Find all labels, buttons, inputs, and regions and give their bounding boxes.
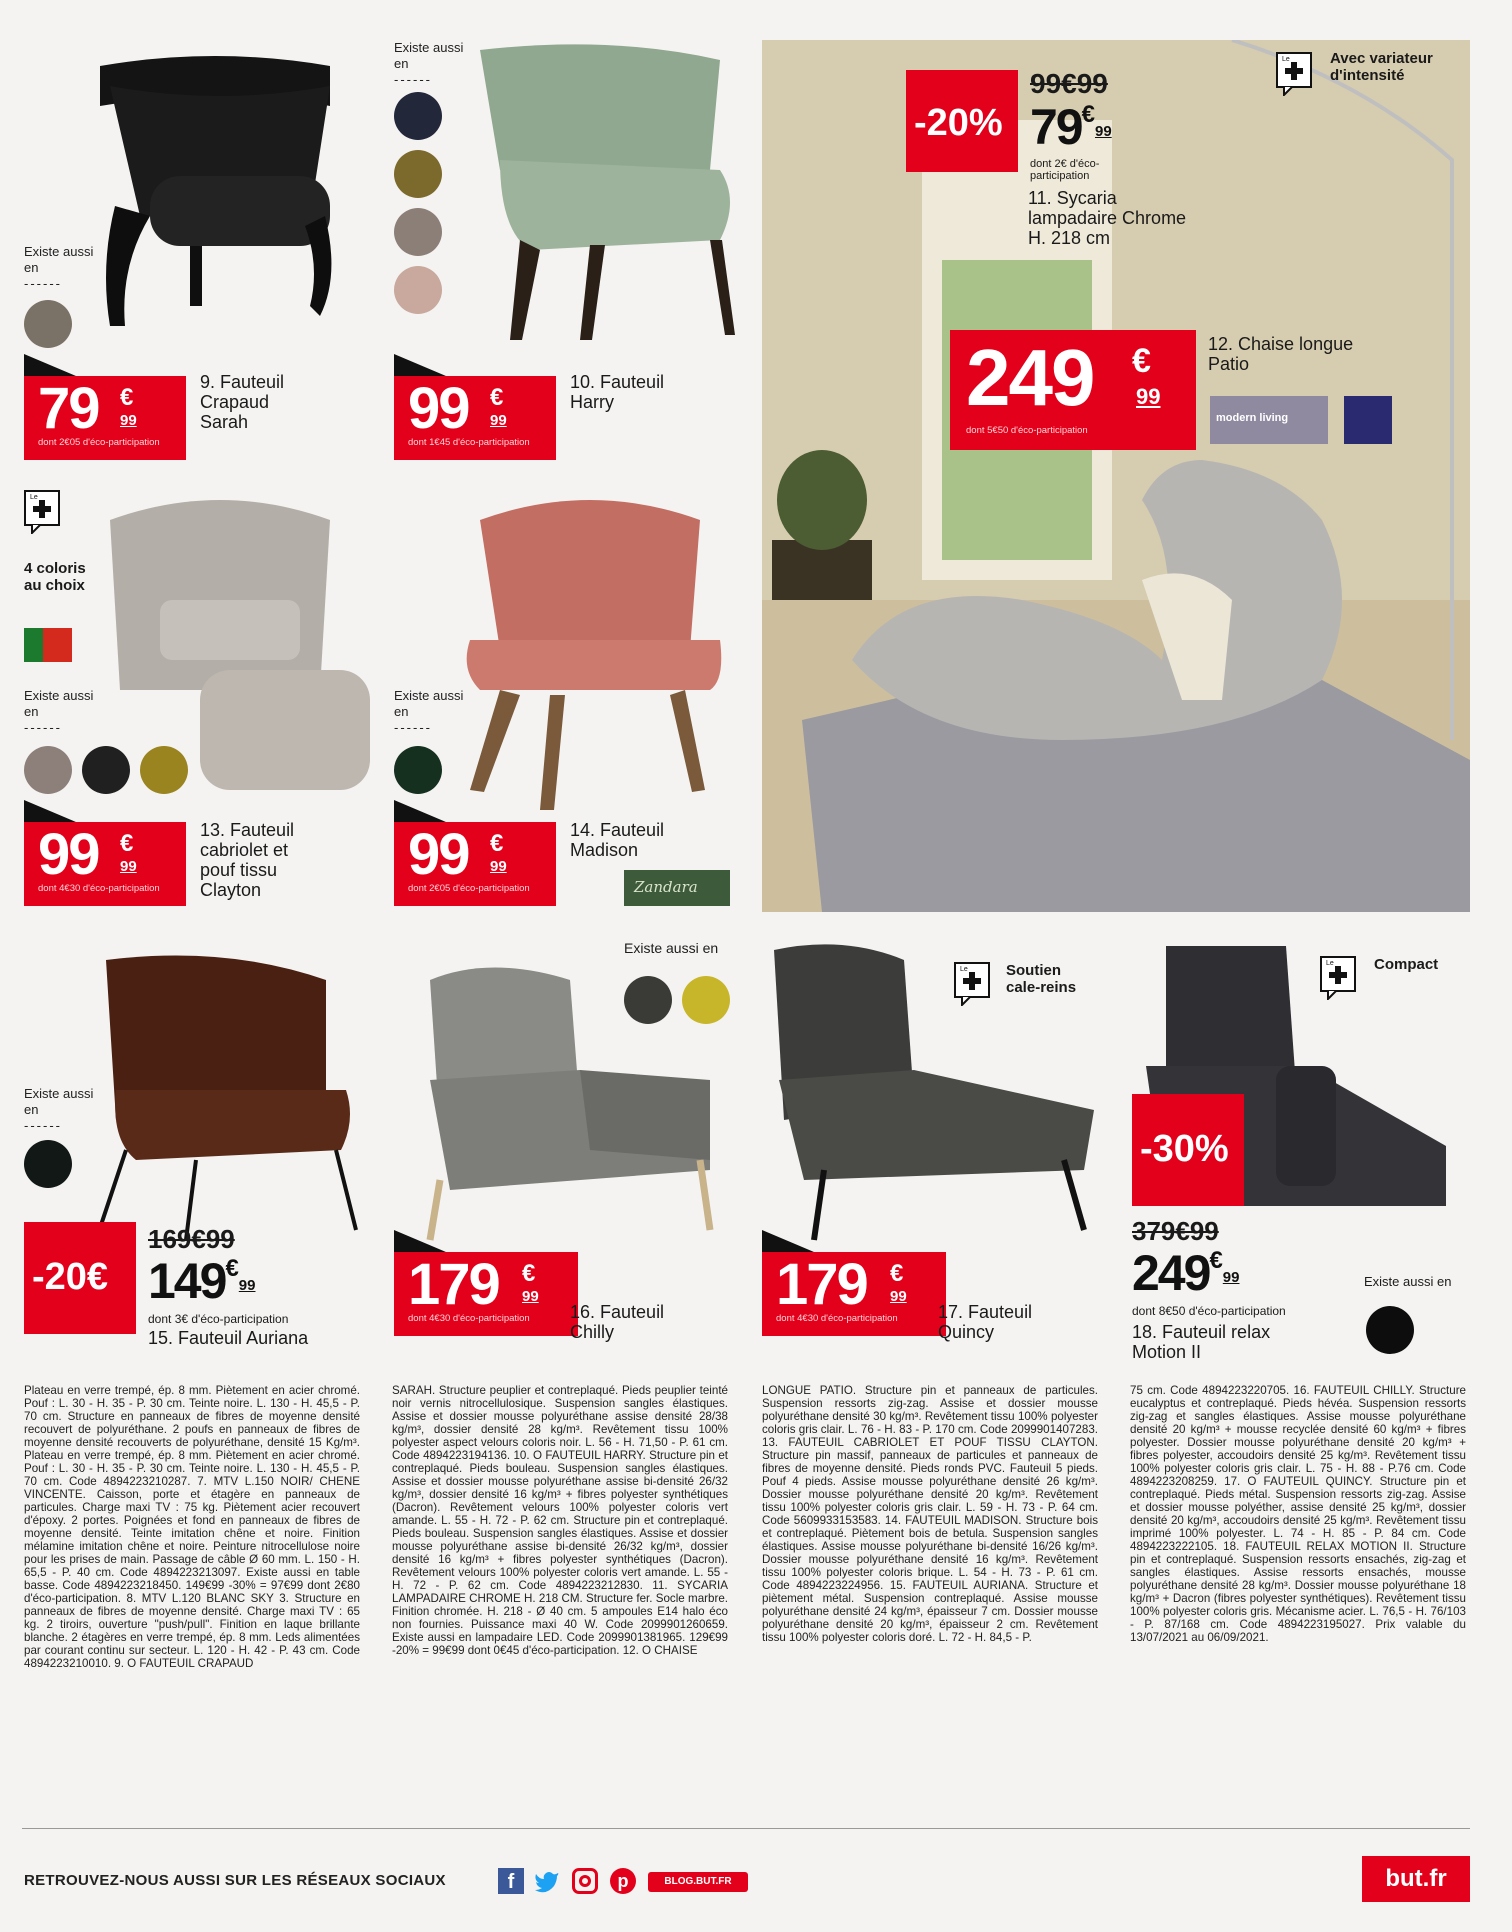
p13-exist-text: Existe aussi en xyxy=(24,688,94,719)
plus-feature-icon-quincy xyxy=(954,962,990,1006)
p15-price xyxy=(148,1252,255,1310)
p10-price-cents: 99 xyxy=(490,412,507,429)
p17-label-line2: Quincy xyxy=(938,1322,995,1342)
p18-discount-text: -30% xyxy=(1140,1128,1229,1170)
p16-exist-label: Existe aussi en xyxy=(624,940,719,956)
p13-label-line4: Clayton xyxy=(200,880,262,900)
body-text-column-4: 75 cm. Code 4894223220705. 16. FAUTEUIL CHILLY. Structure eucalyptus et contreplaqué. Pieds hévéa. Suspension ressorts zig-zag et sangles élastiques. Assise mousse polyuréthane densité 20 kg/m³ + mousse recyclée densité 60 kg/m³ + fibres polyester. Dossier mousse polyuréthane densité 20 kg/m³ + fibres polyester, accoudoirs densité 25 kg/m³. Revêtement tissu 100% polyester coloris gris clair. L. 75 - H. 88 - P.76 cm. Code 4894223208259. 17. O FAUTEUIL QUINCY. Structure pin et contreplaqué. Pieds métal. Suspension ressorts zig-zag. Assise et dossier mousse polyéther, assise densité 25 kg/m³, dossier densité 20 kg/m³, accoudoirs densité 25 kg/m³. Revêtement tissu imprimé 100% polyester. L. 74 - H. 85 - P. 84 cm. Code 4894223222105. 18. FAUTEUIL RELAX MOTION II. Structure pin et contreplaqué. Suspension ressorts ensachés, zig-zag et sangles élastiques. Assise ressorts ensachés, mousse polyuréthane densité 28 kg/m³. Dossier mousse polyuréthane 18 kg/m³ + Dacron (fibres polyester synthétiques). Revêtement tissu 100% polyester coloris gris. Mécanisme acier. L. 76,5 - H. 76/103 - P. 87/168 cm. Code 4894223195027. Prix valable du 13/07/2021 au 06/09/2021. xyxy=(1130,1384,1466,1644)
p11-old-price: 99€99 xyxy=(1030,68,1108,99)
p13-label-line3: pouf tissu xyxy=(200,860,278,880)
p11-price-eur: € xyxy=(1081,101,1095,128)
p17-price-int: 179 xyxy=(776,1252,867,1317)
twitter-icon[interactable] xyxy=(534,1868,560,1894)
body-text-column-3: LONGUE PATIO. Structure pin et panneaux de particules. Suspension ressorts zig-zag. Assise et dossier mousse polyuréthane densité 30 kg/m³. Revêtement tissu 100% polyester coloris gris clair. L. 76 - H. 83 - P. 170 cm. Code 2099901407283. 13. FAUTEUIL CABRIOLET ET POUF TISSU CLAYTON. Structure pin massif, panneaux de particules et panneaux de fibres de moyenne densité. Pieds ronds PVC. Fauteuil 5 pieds. Pouf 4 pieds. Assise mousse polyuréthane densité 26 kg/m³. Dossier mousse polyuréthane densité 20 kg/m³. Revêtement tissu 100% polyester coloris gris clair. L. 59 - H. 73 - P. 64 cm. Code 5609933153583. 14. FAUTEUIL MADISON. Structure bois et contreplaqué. Piètement bois de betula. Suspension sangles élastiques. Assise mousse polyuréthane bi-densité 16/26 kg/m³. Dossier mousse polyuréthane densité 16 kg/m³. Revêtement tissu 100% polyester coloris brique. L. 54 - H. 73 - P. 61 cm. Code 4894223224956. 15. FAUTEUIL AURIANA. Structure et piètement métal. Suspension contreplaqué. Assise mousse polyuréthane densité 24 kg/m³, épaisseur 7 cm. Dossier mousse polyuréthane densité 20 kg/m³, épaisseur 2 cm. Revêtement tissu 100% polyester coloris doré. L. 72 - H. 84,5 - P. xyxy=(762,1384,1098,1644)
p14-label-line1: 14. Fauteuil xyxy=(570,820,665,840)
p18-price-int: 249 xyxy=(1132,1245,1210,1301)
brand-logo-secondary xyxy=(1344,396,1392,444)
brand-logo-zandara: Zandara xyxy=(624,870,730,906)
p12-price-eur: € xyxy=(1132,342,1151,380)
p14-price-tag xyxy=(394,822,556,906)
p12-label-line1: 12. Chaise longue xyxy=(1208,334,1354,354)
p11-feature-text: Avec variateur d'intensité xyxy=(1330,50,1433,84)
p9-label-line1: 9. Fauteuil xyxy=(200,372,285,392)
p16-label xyxy=(570,1302,664,1342)
p13-feature-text: 4 coloris au choix xyxy=(24,560,86,594)
p13-price-eur: € xyxy=(120,830,134,857)
p10-color-swatch-1[interactable] xyxy=(394,92,442,140)
p10-color-swatch-4[interactable] xyxy=(394,266,442,314)
product-image-fauteuil-harry xyxy=(470,40,750,340)
p9-price-eur: € xyxy=(120,384,134,411)
p14-price-int: 99 xyxy=(408,822,469,887)
p10-price-eur: € xyxy=(490,384,504,411)
p10-label xyxy=(570,372,664,412)
p9-label-line2: Crapaud xyxy=(200,392,270,412)
p17-feature-text: Soutien cale-reins xyxy=(1006,962,1077,996)
p15-price-eur: € xyxy=(225,1255,239,1282)
plus-feature-icon xyxy=(1276,52,1312,96)
p11-label-line3: H. 218 cm xyxy=(1028,228,1111,248)
p14-eco: dont 2€05 d'éco-participation xyxy=(408,883,530,894)
pinterest-icon[interactable]: p xyxy=(610,1868,636,1894)
p11-price-int: 79 xyxy=(1030,99,1082,155)
p17-eco: dont 4€30 d'éco-participation xyxy=(776,1313,898,1324)
body-text-column-2: SARAH. Structure peuplier et contreplaqué. Pieds peuplier teinté noir vernis nitrocellulosique. Suspension sangles élastiques. Assise et dossier mousse polyuréthane assise densité 28/38 kg/m³, dossier densité 28 kg/m³. Revêtement tissu 100% polyester aspect velours coloris noir. L. 56 - H. 71,50 - P. 61 cm. Code 4894223194136. 10. O FAUTEUIL HARRY. Structure pin et contreplaqué. Pieds bouleau. Suspension sangles élastiques. Assise et dossier mousse polyuréthane assise bi-densité 26/32 kg/m³, dossier densité 16 kg/m³ + fibres polyester synthétiques (Dacron). Revêtement velours 100% polyester coloris vert amande. L. 55 - H. 72 - P. 62 cm. Structure pin et contreplaqué. Pieds bouleau. Suspension sangles élastiques. Assise et dossier mousse polyuréthane assise bi-densité 26/32 kg/m³, dossier densité 16 kg/m³ + fibres polyester synthétiques (Dacron). Revêtement velours 100% polyester coloris vert amande. L. 55 - H. 72 - P. 62 cm. Code 4894223212830. 11. SYCARIA LAMPADAIRE CHROME H. 218 CM. Structure fer. Socle marbre. Finition chromée. H. 218 - Ø 40 cm. 5 ampoules E14 halo éco non fournies. Puissance maxi 40 W. Code 2099901260659. Existe aussi en lampadaire LED. Code 2099901381965. 129€99 -20% = 99€99 dont 0€45 d'éco-participation. 12. O CHAISE xyxy=(392,1384,728,1657)
p18-price-eur: € xyxy=(1209,1247,1223,1274)
p10-price-int: 99 xyxy=(408,376,469,441)
p10-label-line2: Harry xyxy=(570,392,614,412)
p10-label-line1: 10. Fauteuil xyxy=(570,372,665,392)
p18-old-price: 379€99 xyxy=(1132,1216,1219,1246)
p12-eco: dont 5€50 d'éco-participation xyxy=(966,425,1088,436)
p15-label: 15. Fauteuil Auriana xyxy=(148,1328,309,1348)
p11-price xyxy=(1030,98,1112,156)
p17-price-tag xyxy=(762,1252,946,1336)
p13-exist-label: Existe aussi en ------ xyxy=(24,688,94,735)
p9-exist-text: Existe aussi en xyxy=(24,244,94,275)
p9-label xyxy=(200,372,284,432)
p9-label-line3: Sarah xyxy=(200,412,249,432)
p10-price-tag xyxy=(394,376,556,460)
p10-exist-label: Existe aussi en ------ xyxy=(394,40,464,87)
p15-exist-label: Existe aussi en ------ xyxy=(24,1086,94,1133)
p10-color-swatch-2[interactable] xyxy=(394,150,442,198)
p15-exist-text: Existe aussi en xyxy=(24,1086,94,1117)
p16-price-tag xyxy=(394,1252,578,1336)
p11-label-line2: lampadaire Chrome xyxy=(1028,208,1187,228)
p13-price-tag xyxy=(24,822,186,906)
p9-price-cents: 99 xyxy=(120,412,137,429)
p14-price-eur: € xyxy=(490,830,504,857)
p9-price-tag xyxy=(24,376,186,460)
product-image-fauteuil-auriana xyxy=(96,950,366,1240)
product-image-fauteuil-cabriolet-clayton xyxy=(100,490,370,800)
p11-discount-badge xyxy=(906,70,1018,172)
p16-label-line1: 16. Fauteuil xyxy=(570,1302,665,1322)
p13-price-int: 99 xyxy=(38,822,99,887)
p16-price-cents: 99 xyxy=(522,1288,539,1305)
p13-label xyxy=(200,820,294,900)
p18-color-swatch[interactable] xyxy=(1366,1306,1414,1354)
p15-old-price: 169€99 xyxy=(148,1224,235,1254)
p14-price-cents: 99 xyxy=(490,858,507,875)
brand-logo-modern-living: modern living xyxy=(1210,396,1328,444)
p18-feature-text: Compact xyxy=(1374,956,1439,973)
footer-social-text: RETROUVEZ-NOUS AUSSI SUR LES RÉSEAUX SOCIAUX xyxy=(24,1872,446,1889)
footer-divider xyxy=(22,1828,1470,1829)
p16-eco: dont 4€30 d'éco-participation xyxy=(408,1313,530,1324)
p10-color-swatch-3[interactable] xyxy=(394,208,442,256)
p15-color-swatch[interactable] xyxy=(24,1140,72,1188)
product-image-fauteuil-chilly xyxy=(410,960,730,1250)
p11-label xyxy=(1028,188,1186,248)
p14-label xyxy=(570,820,664,860)
p14-exist-text: Existe aussi en xyxy=(394,688,464,719)
blog-link-button[interactable]: BLOG.BUT.FR xyxy=(648,1872,748,1892)
p13-label-line2: cabriolet et xyxy=(200,840,289,860)
p9-price-int: 79 xyxy=(38,376,99,441)
p9-eco: dont 2€05 d'éco-participation xyxy=(38,437,160,448)
p15-discount-text: -20€ xyxy=(32,1256,109,1298)
p9-color-swatch[interactable] xyxy=(24,300,72,348)
p17-price-eur: € xyxy=(890,1260,904,1287)
p16-price-int: 179 xyxy=(408,1252,499,1317)
svg-text:Le: Le xyxy=(1326,960,1334,967)
p9-exist-label: Existe aussi en ------ xyxy=(24,244,94,291)
p18-eco: dont 8€50 d'éco-participation xyxy=(1132,1304,1286,1318)
svg-text:Le: Le xyxy=(960,966,968,973)
p13-eco: dont 4€30 d'éco-participation xyxy=(38,883,160,894)
p11-eco: dont 2€ d'éco-participation xyxy=(1030,158,1100,182)
p18-label-line2: Motion II xyxy=(1132,1342,1202,1362)
p11-label-line1: 11. Sycaria xyxy=(1028,188,1117,208)
plus-feature-icon-clayton xyxy=(24,490,60,534)
p17-label xyxy=(938,1302,1032,1342)
p13-price-cents: 99 xyxy=(120,858,137,875)
p18-label-line1: 18. Fauteuil relax xyxy=(1132,1322,1271,1342)
p12-price-tag xyxy=(950,330,1196,450)
svg-text:Le: Le xyxy=(30,494,38,501)
p12-label xyxy=(1208,334,1353,374)
p14-color-swatch[interactable] xyxy=(394,746,442,794)
p13-label-line1: 13. Fauteuil xyxy=(200,820,295,840)
p18-price xyxy=(1132,1244,1239,1302)
p13-color-swatch-1[interactable] xyxy=(24,746,72,794)
p11-discount-text: -20% xyxy=(914,102,1003,144)
p12-price-cents: 99 xyxy=(1136,384,1161,409)
p10-eco: dont 1€45 d'éco-participation xyxy=(408,437,530,448)
facebook-icon[interactable]: f xyxy=(498,1868,524,1894)
p16-label-line2: Chilly xyxy=(570,1322,615,1342)
p18-label xyxy=(1132,1322,1270,1362)
site-logo-but-fr[interactable]: but.fr xyxy=(1362,1856,1470,1902)
p11-price-cents: 99 xyxy=(1094,123,1112,140)
p12-label-line2: Patio xyxy=(1208,354,1250,374)
svg-text:Le: Le xyxy=(1282,56,1290,63)
p18-exist-label: Existe aussi en xyxy=(1364,1274,1452,1289)
p15-discount-badge xyxy=(24,1222,136,1334)
p18-price-cents: 99 xyxy=(1222,1269,1240,1286)
p12-price-int: 249 xyxy=(966,333,1094,422)
p14-exist-label: Existe aussi en ------ xyxy=(394,688,464,735)
p17-label-line1: 17. Fauteuil xyxy=(938,1302,1033,1322)
p15-eco: dont 3€ d'éco-participation xyxy=(148,1312,289,1326)
p17-price-cents: 99 xyxy=(890,1288,907,1305)
p15-price-int: 149 xyxy=(148,1253,226,1309)
p14-label-line2: Madison xyxy=(570,840,639,860)
p18-discount-badge xyxy=(1132,1094,1244,1206)
instagram-icon[interactable] xyxy=(572,1868,598,1894)
p10-exist-text: Existe aussi en xyxy=(394,40,464,71)
flag-portugal-icon xyxy=(24,628,72,662)
p16-price-eur: € xyxy=(522,1260,536,1287)
product-image-fauteuil-madison xyxy=(460,490,730,810)
body-text-column-1: Plateau en verre trempé, ép. 8 mm. Piètement en acier chromé. Pouf : L. 30 - H. 35 - P. 30 cm. Teinte noire. L. 130 - H. 45,5 - P. 70 cm. Structure en panneaux de fibres de moyenne densité recouvert de polyuréthane. 2 poufs en panneaux de fibres de moyenne densité recouverts de polyuréthane, densité 15 Kg/m³. Plateau en verre trempé, ép. 8 mm. Piètement en acier chromé. Pouf : L. 30 - H. 35 - P. 30 cm. Teinte noire. L. 130 - H. 45,5 - P. 70 cm. Code 4894223210287. 7. MTV L.150 NOIR/ CHENE VINCENTE. Caisson, porte et étagère en panneaux de particules. Charge maxi TV : 75 kg. Piètement acier recouvert d'époxy. 2 portes. Poignées et fond en panneaux de fibres de moyenne densité. Teinte imitation chêne et noire. Finition mélamine imitation chêne et noire. Peinture nitrocellulose noire pour les prises de main. Passage de câble Ø 60 mm. L. 150 - H. 65,5 - P. 40 cm. Code 4894223213097. Existe aussi en table basse. Code 4894223218450. 149€99 -30% = 97€99 dont 2€80 d'éco-participation. 8. MTV L.120 BLANC SKY 3. Structure en panneaux de fibres de moyenne densité. Charge maxi TV : 65 kg. 2 tiroirs, ouverture "push/pull". Finition en laque brillante blanche. 2 étagères en verre trempé, ép. 8 mm. Leds alimentées par courant continu sur secteur. L. 120 - H. 42 - P. 43 cm. Code 4894223210010. 9. O FAUTEUIL CRAPAUD xyxy=(24,1384,360,1670)
p15-price-cents: 99 xyxy=(238,1277,256,1294)
product-image-fauteuil-crapaud-sarah xyxy=(80,46,350,326)
